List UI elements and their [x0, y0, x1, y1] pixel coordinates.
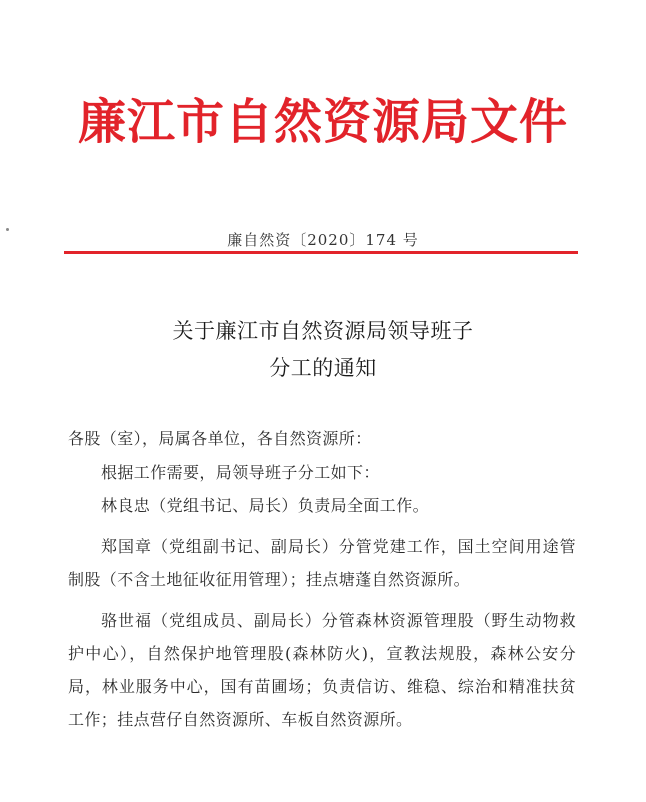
- salutation: 各股（室），局属各单位，各自然资源所：: [68, 429, 372, 448]
- notice-title-line-2: 分工的通知: [269, 356, 377, 380]
- paragraph-zheng-guozhang: 郑国章（党组副书记、副局长）分管党建工作，国土空间用途管制股（不含土地征收征用管理）；挂点塘蓬自然资源所。: [68, 537, 576, 589]
- paragraph-lin-lianzhong: 林良忠（党组书记、局长）负责局全面工作。: [101, 496, 430, 515]
- document-number: 廉自然资〔2020〕174 号: [227, 231, 419, 249]
- document-masthead: 廉江市自然资源局文件: [77, 94, 568, 150]
- paragraph-intro: 根据工作需要，局领导班子分工如下：: [101, 463, 380, 482]
- paragraph-luo-shifu: 骆世福（党组成员、副局长）分管森林资源管理股（野生动物救护中心），自然保护地管理股(森林防火)，宣教法规股，森林公安分局，林业服务中心，国有苗圃场；负责信访、维稳、综治和精准扶贫工作；挂点营仔自然资源所、车板自然资源所。: [68, 611, 576, 729]
- notice-title-line-1: 关于廉江市自然资源局领导班子: [172, 319, 474, 343]
- red-divider-line: [64, 251, 578, 254]
